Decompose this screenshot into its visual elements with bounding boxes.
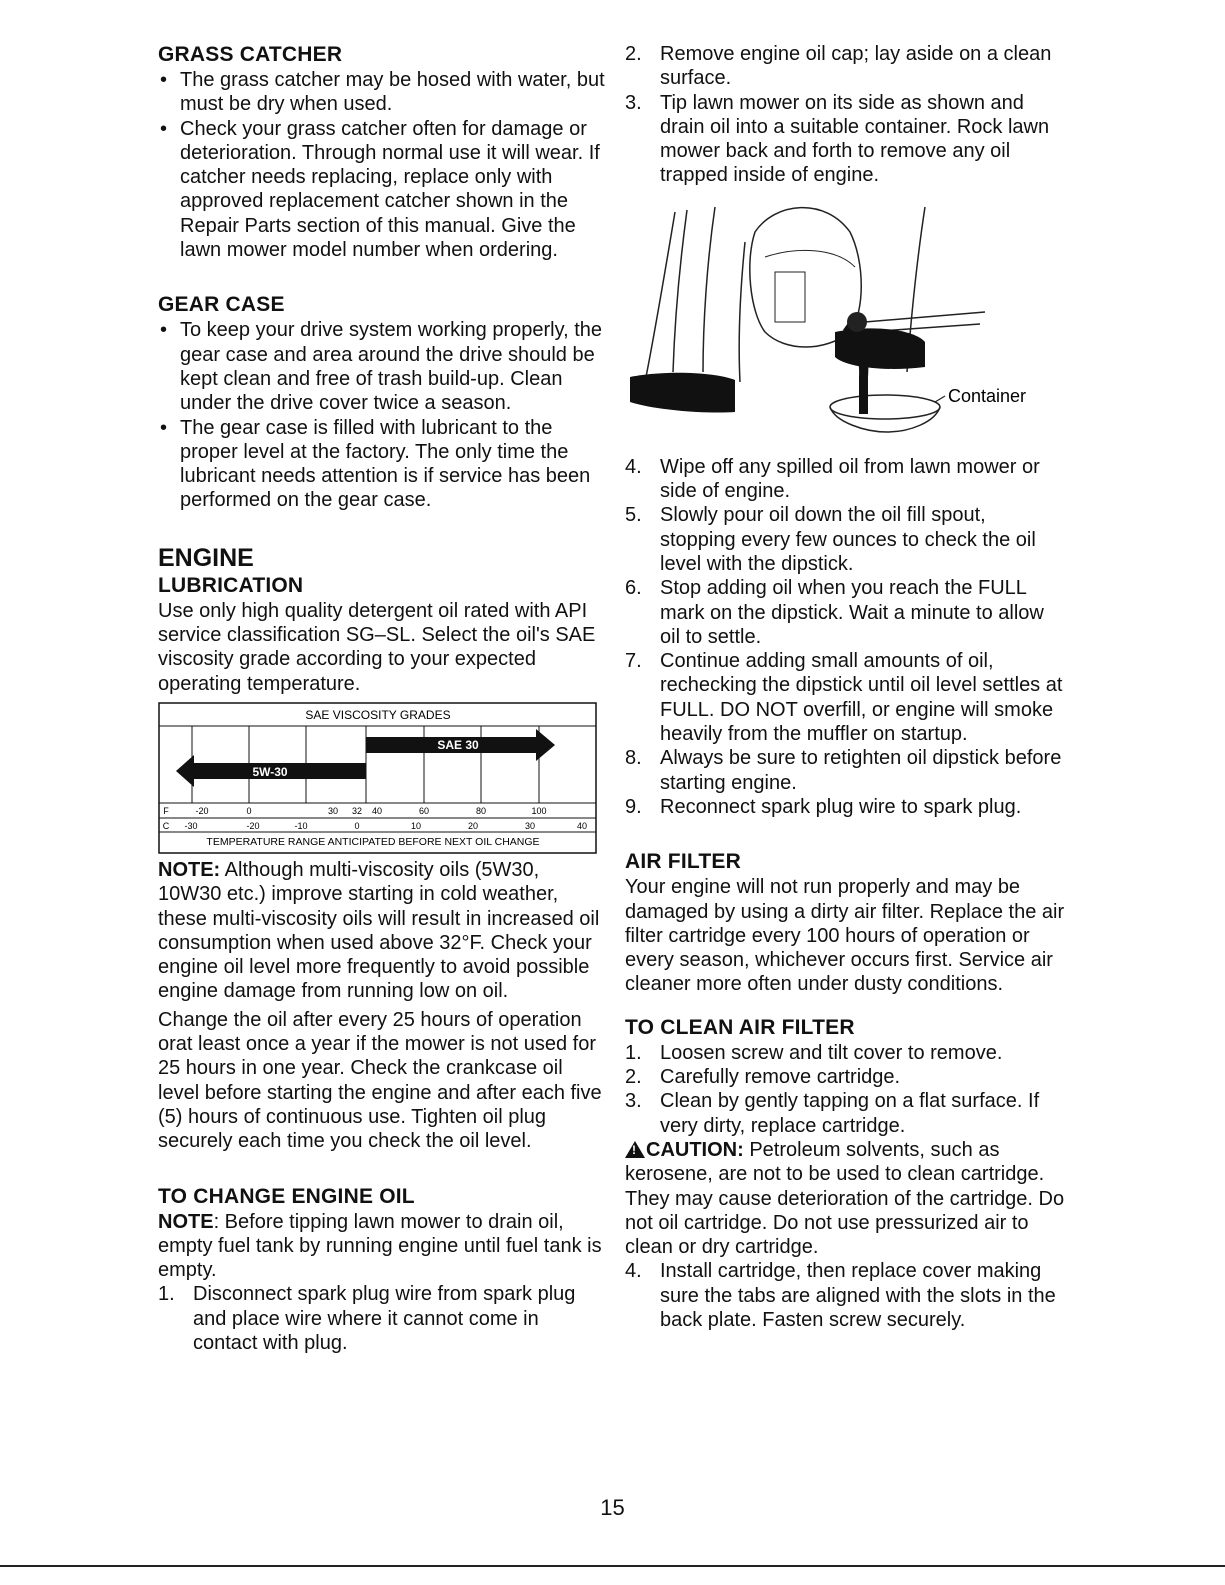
list-item: • The grass catcher may be hosed with water, but must be dry when used. — [158, 68, 606, 117]
grass-catcher-heading: GRASS CATCHER — [158, 43, 343, 66]
viscosity-chart-caption: TEMPERATURE RANGE ANTICIPATED BEFORE NEXT OIL CHANGE — [206, 835, 540, 848]
bottom-rule — [0, 1565, 1225, 1567]
tick-label: 60 — [418, 805, 430, 816]
bar-5w30-label: 5W-30 — [252, 764, 288, 779]
lubrication-text: Use only high quality detergent oil rated with API service classification SG–SL. Select the oil's SAE viscosity grade according to your expected operating temperature. — [158, 599, 596, 695]
clean-air-filter-step-4 — [625, 1259, 1065, 1332]
change-oil-steps-right — [625, 42, 1065, 188]
viscosity-chart — [158, 702, 598, 854]
list-item: 6. Stop adding oil when you reach the FULL mark on the dipstick. Wait a minute to allow oil to settle. — [625, 577, 1044, 648]
note-text: : Before tipping lawn mower to drain oil, empty fuel tank by running engine until fuel tank is empty. — [158, 1210, 602, 1282]
tick-label: 30 — [524, 820, 536, 831]
oil-drain-illustration — [625, 202, 1065, 447]
viscosity-chart-title: SAE VISCOSITY GRADES — [305, 707, 451, 722]
note-paragraph — [158, 858, 606, 1004]
note-label: NOTE — [158, 1210, 214, 1233]
caution-paragraph — [625, 1138, 1065, 1259]
tick-label: -20 — [246, 820, 260, 831]
left-column — [158, 42, 606, 1355]
list-item: 9. Reconnect spark plug wire to spark plug. — [625, 795, 1022, 818]
page-number: 15 — [600, 1495, 625, 1520]
list-item: 4. Install cartridge, then replace cover making sure the tabs are aligned with the slots in the back plate. Fasten screw securely. — [625, 1260, 1056, 1331]
caution-icon — [625, 1141, 645, 1158]
lubrication-heading: LUBRICATION — [158, 573, 304, 597]
gear-case-heading: GEAR CASE — [158, 293, 285, 317]
list-item: 4. Wipe off any spilled oil from lawn mower or side of engine. — [625, 455, 1040, 503]
tick-label: 80 — [475, 805, 487, 816]
tick-label: 30 — [327, 805, 339, 816]
note-text: Although multi-viscosity oils (5W30, 10W30 etc.) improve starting in cold weather, these multi-viscosity oils will result in increased oil consumption when used above 32°F. Check your engine oil level more frequently to avoid possible engine damage from running low on oil. — [158, 858, 600, 1003]
tick-label: 0 — [246, 805, 252, 816]
tick-label: 10 — [410, 820, 422, 831]
tick-label: -10 — [294, 820, 308, 831]
clean-air-filter-steps — [625, 1041, 1065, 1138]
air-filter-heading: AIR FILTER — [625, 850, 741, 874]
right-column — [625, 42, 1065, 1332]
gear-case-list — [158, 318, 606, 512]
list-item: 8. Always be sure to retighten oil dipstick before starting engine. — [625, 747, 1062, 794]
bar-sae30-label: SAE 30 — [437, 737, 479, 752]
f-axis-label: F — [163, 805, 169, 816]
tick-label: -30 — [184, 820, 198, 831]
tick-label: -20 — [195, 805, 209, 816]
list-item: 3. Clean by gently tapping on a flat surface. If very dirty, replace cartridge. — [625, 1090, 1040, 1137]
tick-label: 20 — [467, 820, 479, 831]
clean-air-filter-heading: TO CLEAN AIR FILTER — [625, 1015, 855, 1039]
engine-heading: ENGINE — [158, 543, 254, 572]
tick-label: 100 — [531, 805, 547, 816]
list-item: 3. Tip lawn mower on its side as shown and drain oil into a suitable container. Rock lawn mower back and forth to remove any oil trapped inside of engine. — [625, 91, 1050, 187]
tick-label: 40 — [576, 820, 588, 831]
change-oil-interval-text: Change the oil after every 25 hours of operation orat least once a year if the mower is not used for 25 hours in one year. Check the crankcase oil level before starting the engine and after each five (5) hours of continuous use. Tighten oil plug securely each time you check the oil level. — [158, 1008, 602, 1153]
list-item: 1. Loosen screw and tilt cover to remove. — [625, 1041, 1003, 1064]
tick-label: 32 — [351, 805, 363, 816]
change-oil-steps-continued — [625, 455, 1065, 819]
c-axis-label: C — [162, 820, 170, 831]
tick-label: 40 — [371, 805, 383, 816]
caution-label: CAUTION: — [646, 1138, 744, 1161]
change-oil-note — [158, 1210, 606, 1283]
list-item: • The gear case is filled with lubricant to the proper level at the factory. The only time the lubricant needs attention is if service has been performed on the gear case. — [158, 416, 606, 513]
change-oil-steps-left — [158, 1282, 606, 1355]
grass-catcher-list — [158, 68, 606, 262]
air-filter-text: Your engine will not run properly and may be damaged by using a dirty air filter. Replace the air filter cartridge every 100 hours of operation or every season, whichever occurs first. Service air cleaner more often under dusty conditions. — [625, 876, 1065, 996]
list-item: • Check your grass catcher often for damage or deterioration. Through normal use it will wear. If catcher needs replacing, replace only with approved replacement catcher shown in the Repair Parts section of this manual. Give the lawn mower model number when ordering. — [158, 117, 606, 263]
list-item: • To keep your drive system working properly, the gear case and area around the drive should be kept clean and free of trash build-up. Clean under the drive cover twice a season. — [158, 318, 606, 415]
change-oil-heading: TO CHANGE ENGINE OIL — [158, 1184, 415, 1208]
list-item: 2. Remove engine oil cap; lay aside on a clean surface. — [625, 43, 1052, 90]
list-item: 1. Disconnect spark plug wire from spark plug and place wire where it cannot come in contact with plug. — [158, 1283, 576, 1354]
tick-label: 0 — [354, 820, 360, 831]
list-item: 5. Slowly pour oil down the oil fill spout, stopping every few ounces to check the oil level with the dipstick. — [625, 504, 1036, 575]
list-item: 2. Carefully remove cartridge. — [625, 1066, 901, 1089]
caution-text: Petroleum solvents, such as kerosene, are not to be used to clean cartridge. They may cause deterioration of the cartridge. Do not oil cartridge. Do not use pressurized air to clean or dry cartridge. — [625, 1138, 1065, 1259]
list-item: 7. Continue adding small amounts of oil, rechecking the dipstick until oil level settles at FULL. DO NOT overfill, or engine will smoke heavily from the muffler on startup. — [625, 650, 1063, 746]
container-label: Container — [948, 385, 1027, 406]
note-label: NOTE: — [158, 858, 221, 881]
